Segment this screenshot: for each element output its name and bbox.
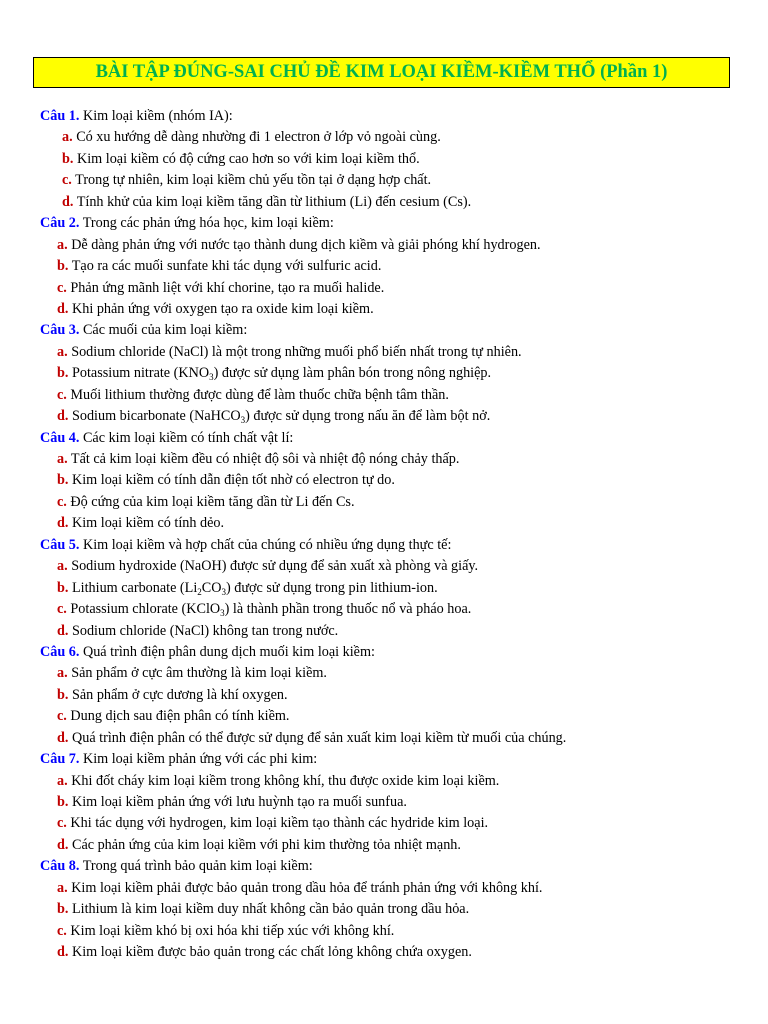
answer-statement [40, 256, 740, 277]
statement-letter: c. [57, 601, 67, 618]
question-stem [40, 428, 740, 449]
question-text: Trong quá trình bảo quản kim loại kiềm: [79, 858, 313, 875]
statement-text: Sodium bicarbonate (NaHCO [68, 408, 241, 425]
statement-letter: d. [57, 515, 69, 532]
question-number: Câu 5. [40, 536, 80, 553]
answer-statement [40, 878, 740, 899]
statement-letter: c. [57, 815, 67, 832]
answer-statement [40, 170, 740, 191]
statement-letter: a. [57, 343, 68, 360]
statement-text: Khi đốt cháy kim loại kiềm trong không khí, thu được oxide kim loại kiềm. [67, 772, 500, 789]
statement-text: Kim loại kiềm có tính dẫn điện tốt nhờ có electron tự do. [68, 472, 395, 489]
answer-statement [40, 235, 740, 256]
statement-text: Sodium chloride (NaCl) không tan trong nước. [68, 622, 339, 639]
statement-letter: d. [62, 193, 74, 210]
answer-statement [40, 663, 740, 684]
statement-letter: b. [57, 686, 69, 703]
answer-statement [40, 449, 740, 470]
answer-statement [40, 513, 740, 534]
statement-text: Kim loại kiềm phản ứng với lưu huỳnh tạo ra muối sunfua. [68, 794, 407, 810]
statement-letter: b. [57, 794, 69, 810]
answer-statement [40, 942, 740, 963]
subscript: 3 [221, 586, 226, 597]
statement-text: ) được sử dụng trong pin lithium-ion. [225, 579, 438, 596]
question-stem [40, 856, 740, 877]
statement-letter: b. [57, 901, 69, 918]
statement-letter: d. [57, 836, 69, 853]
statement-letter: c. [57, 386, 67, 403]
statement-text: Tạo ra các muối sunfate khi tác dụng với sulfuric acid. [68, 258, 382, 275]
answer-statement [40, 621, 740, 642]
subscript: 3 [209, 372, 214, 383]
statement-text: Có xu hướng dễ dàng nhường đi 1 electron ở lớp vỏ ngoài cùng. [72, 129, 441, 146]
statement-text: Dễ dàng phản ứng với nước tạo thành dung dịch kiềm và giải phóng khí hydrogen. [67, 236, 541, 253]
statement-text: Kim loại kiềm có độ cứng cao hơn so với kim loại kiềm thổ. [73, 150, 420, 167]
question-text: Kim loại kiềm (nhóm IA): [79, 108, 233, 124]
answer-statement [40, 578, 740, 599]
question-stem [40, 642, 740, 663]
statement-text: Tính khử của kim loại kiềm tăng dần từ lithium (Li) đến cesium (Cs). [73, 193, 472, 210]
answer-statement [40, 149, 740, 170]
answer-statement [40, 278, 740, 299]
statement-text: CO [201, 579, 222, 596]
statement-text: Lithium carbonate (Li [68, 579, 198, 596]
statement-letter: b. [57, 472, 69, 489]
question-text: Quá trình điện phân dung dịch muối kim loại kiềm: [79, 643, 375, 660]
statement-text: Quá trình điện phân có thể được sử dụng để sản xuất kim loại kiềm từ muối của chúng. [68, 729, 567, 746]
statement-letter: b. [62, 150, 74, 167]
statement-letter: b. [57, 365, 69, 382]
question-stem [40, 320, 740, 341]
statement-text: Kim loại kiềm được bảo quản trong các chất lỏng không chứa oxygen. [68, 944, 472, 961]
statement-text: Kim loại kiềm khó bị oxi hóa khi tiếp xúc với không khí. [66, 922, 395, 939]
answer-statement [40, 363, 740, 384]
answer-statement [40, 728, 740, 749]
statement-text: ) được sử dụng trong nấu ăn để làm bột nở. [245, 408, 491, 425]
statement-letter: a. [62, 129, 73, 146]
statement-letter: b. [57, 258, 69, 275]
statement-text: Phản ứng mãnh liệt với khí chorine, tạo ra muối halide. [66, 279, 385, 296]
answer-statement [40, 406, 740, 427]
question-stem [40, 213, 740, 234]
answer-statement [40, 492, 740, 513]
question-stem [40, 535, 740, 556]
page-title: BÀI TẬP ĐÚNG-SAI CHỦ ĐỀ KIM LOẠI KIỀM-KIỀM THỔ (Phần 1) [33, 57, 730, 88]
question-stem [40, 106, 740, 127]
statement-letter: c. [57, 279, 67, 296]
statement-text: Tất cả kim loại kiềm đều có nhiệt độ sôi và nhiệt độ nóng chảy thấp. [67, 451, 460, 467]
question-number: Câu 1. [40, 108, 80, 124]
statement-text: Các phản ứng của kim loại kiềm với phi kim thường tỏa nhiệt mạnh. [68, 836, 461, 853]
statement-text: Sản phẩm ở cực dương là khí oxygen. [68, 686, 288, 703]
statement-text: Độ cứng của kim loại kiềm tăng dần từ Li đến Cs. [66, 493, 355, 510]
statement-text: Sodium chloride (NaCl) là một trong những muối phổ biến nhất trong tự nhiên. [67, 343, 522, 360]
statement-text: Dung dịch sau điện phân có tính kiềm. [66, 708, 290, 725]
statement-letter: c. [57, 922, 67, 939]
answer-statement [40, 771, 740, 792]
statement-text: Kim loại kiềm có tính dẻo. [68, 515, 225, 532]
question-stem [40, 749, 740, 770]
question-number: Câu 7. [40, 751, 80, 768]
statement-letter: a. [57, 451, 68, 467]
question-text: Kim loại kiềm phản ứng với các phi kim: [79, 751, 318, 768]
statement-letter: b. [57, 579, 69, 596]
question-number: Câu 6. [40, 643, 80, 660]
statement-text: Potassium chlorate (KClO [66, 601, 221, 618]
statement-text: ) được sử dụng làm phân bón trong nông nghiệp. [213, 365, 492, 382]
statement-text: Kim loại kiềm phải được bảo quản trong dầu hỏa để tránh phản ứng với không khí. [67, 879, 543, 896]
answer-statement [40, 685, 740, 706]
statement-text: Potassium nitrate (KNO [68, 365, 210, 382]
statement-letter: a. [57, 236, 68, 253]
answer-statement [40, 342, 740, 363]
statement-letter: d. [57, 408, 69, 425]
answer-statement [40, 127, 740, 148]
subscript: 2 [197, 586, 202, 597]
answer-statement [40, 792, 740, 813]
statement-letter: d. [57, 729, 69, 746]
statement-letter: d. [57, 622, 69, 639]
statement-letter: d. [57, 944, 69, 961]
statement-letter: a. [57, 879, 68, 896]
statement-text: Muối lithium thường được dùng để làm thuốc chữa bệnh tâm thần. [66, 386, 449, 403]
question-text: Các kim loại kiềm có tính chất vật lí: [79, 429, 294, 446]
statement-letter: c. [62, 172, 72, 189]
answer-statement [40, 899, 740, 920]
answer-statement [40, 921, 740, 942]
statement-letter: a. [57, 665, 68, 682]
statement-text: Lithium là kim loại kiềm duy nhất không cần bảo quản trong dầu hỏa. [68, 901, 470, 918]
statement-text: ) là thành phần trong thuốc nổ và pháo hoa. [224, 601, 472, 618]
statement-text: Khi phản ứng với oxygen tạo ra oxide kim loại kiềm. [68, 300, 374, 317]
answer-statement [40, 706, 740, 727]
statement-letter: a. [57, 558, 68, 575]
question-list [40, 106, 740, 964]
answer-statement [40, 385, 740, 406]
answer-statement [40, 835, 740, 856]
statement-letter: a. [57, 772, 68, 789]
subscript: 3 [240, 415, 246, 426]
answer-statement [40, 299, 740, 320]
answer-statement [40, 813, 740, 834]
question-number: Câu 2. [40, 215, 80, 232]
answer-statement [40, 556, 740, 577]
question-number: Câu 8. [40, 858, 80, 875]
question-number: Câu 3. [40, 322, 80, 339]
question-text: Kim loại kiềm và hợp chất của chúng có nhiều ứng dụng thực tế: [79, 536, 452, 553]
statement-letter: d. [57, 300, 69, 317]
statement-text: Trong tự nhiên, kim loại kiềm chủ yếu tồn tại ở dạng hợp chất. [71, 172, 432, 189]
question-number: Câu 4. [40, 429, 80, 446]
statement-text: Sản phẩm ở cực âm thường là kim loại kiềm. [67, 665, 327, 682]
answer-statement [40, 470, 740, 491]
statement-text: Sodium hydroxide (NaOH) được sử dụng để sản xuất xà phòng và giấy. [67, 558, 479, 575]
answer-statement [40, 192, 740, 213]
answer-statement [40, 599, 740, 620]
statement-letter: c. [57, 493, 67, 510]
question-text: Trong các phản ứng hóa học, kim loại kiềm: [79, 215, 334, 232]
statement-letter: c. [57, 708, 67, 725]
statement-text: Khi tác dụng với hydrogen, kim loại kiềm tạo thành các hydride kim loại. [66, 815, 489, 832]
subscript: 3 [220, 608, 225, 619]
question-text: Các muối của kim loại kiềm: [79, 322, 248, 339]
